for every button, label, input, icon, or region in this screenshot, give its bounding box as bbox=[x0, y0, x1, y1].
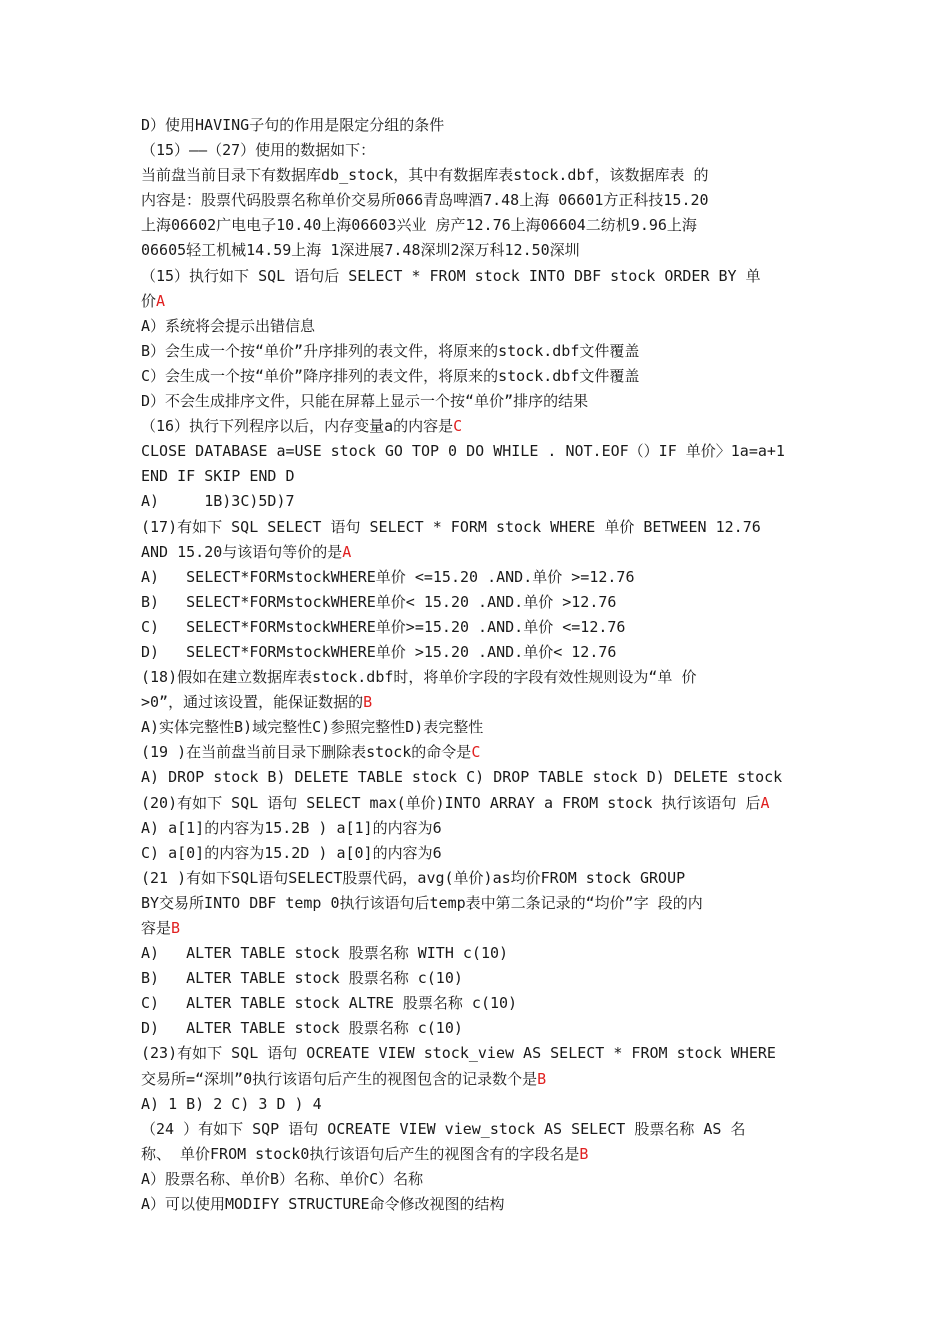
line-text: C) ALTER TABLE stock ALTRE 股票名称 c(10) bbox=[141, 994, 518, 1013]
text-line bbox=[141, 1016, 821, 1041]
text-line bbox=[141, 891, 821, 916]
text-line bbox=[141, 1092, 821, 1117]
line-text: A) 1 B) 2 C) 3 D ) 4 bbox=[141, 1094, 322, 1113]
document-body bbox=[141, 113, 821, 1217]
text-line bbox=[141, 1192, 821, 1217]
line-text: (23)有如下 SQL 语句 OCREATE VIEW stock_view AS SELECT * FROM stock WHERE bbox=[141, 1044, 776, 1063]
text-line bbox=[141, 740, 821, 765]
text-line bbox=[141, 489, 821, 514]
answer-mark: B bbox=[579, 1144, 589, 1163]
line-text: >0”，通过该设置，能保证数据的 bbox=[141, 693, 364, 712]
text-line bbox=[141, 1167, 821, 1192]
line-text: C) SELECT*FORMstockWHERE单价>=15.20 .AND.单价 <=12.76 bbox=[141, 617, 626, 636]
line-text: D）不会生成排序文件，只能在屏幕上显示一个按“单价”排序的结果 bbox=[141, 392, 589, 411]
line-text: (19 )在当前盘当前目录下删除表stock的命令是 bbox=[141, 743, 472, 762]
text-line bbox=[141, 765, 821, 790]
line-text: （15）——（27）使用的数据如下： bbox=[141, 141, 376, 160]
line-text: A）可以使用MODIFY STRUCTURE命令修改视图的结构 bbox=[141, 1195, 505, 1214]
text-line bbox=[141, 264, 821, 289]
text-line bbox=[141, 991, 821, 1016]
text-line bbox=[141, 163, 821, 188]
line-text: (18)假如在建立数据库表stock.dbf时，将单价字段的字段有效性规则设为“单 价 bbox=[141, 668, 697, 687]
text-line bbox=[141, 1041, 821, 1066]
text-line bbox=[141, 640, 821, 665]
text-line bbox=[141, 1117, 821, 1142]
text-line bbox=[141, 690, 821, 715]
line-text: 当前盘当前目录下有数据库db_stock，其中有数据库表stock.dbf，该数据库表 的 bbox=[141, 166, 709, 185]
text-line bbox=[141, 439, 821, 464]
text-line bbox=[141, 289, 821, 314]
text-line bbox=[141, 213, 821, 238]
line-text: 价 bbox=[141, 291, 157, 310]
line-text: (17)有如下 SQL SELECT 语句 SELECT * FORM stock WHERE 单价 BETWEEN 12.76 bbox=[141, 517, 761, 536]
line-text: END IF SKIP END D bbox=[141, 467, 295, 486]
answer-mark: C bbox=[453, 417, 463, 436]
text-line bbox=[141, 615, 821, 640]
text-line bbox=[141, 1142, 821, 1167]
text-line bbox=[141, 866, 821, 891]
line-text: D) ALTER TABLE stock 股票名称 c(10) bbox=[141, 1019, 463, 1038]
line-text: （16）执行下列程序以后，内存变量a的内容是 bbox=[141, 417, 454, 436]
line-text: A) ALTER TABLE stock 股票名称 WITH c(10) bbox=[141, 944, 509, 963]
line-text: C）会生成一个按“单价”降序排列的表文件，将原来的stock.dbf文件覆盖 bbox=[141, 366, 640, 385]
line-text: (21 )有如下SQL语句SELECT股票代码，avg(单价)as均价FROM stock GROUP bbox=[141, 868, 686, 887]
text-line bbox=[141, 966, 821, 991]
text-line bbox=[141, 188, 821, 213]
line-text: 容是 bbox=[141, 919, 172, 937]
line-text: B) SELECT*FORMstockWHERE单价< 15.20 .AND.单价 >12.76 bbox=[141, 592, 617, 611]
line-text: A) 1B)3C)5D)7 bbox=[141, 492, 295, 511]
answer-mark: A bbox=[156, 291, 166, 310]
answer-mark: A bbox=[342, 542, 352, 561]
line-text: A)实体完整性B)域完整性C)参照完整性D)表完整性 bbox=[141, 718, 484, 737]
text-line bbox=[141, 916, 821, 941]
line-text: A）股票名称、单价B）名称、单价C）名称 bbox=[141, 1169, 424, 1188]
line-text: 上海06602广电电子10.40上海06603兴业 房产12.76上海06604二纺机9.96上海 bbox=[141, 216, 697, 235]
line-text: 交易所=“深圳”0执行该语句后产生的视图包含的记录数个是 bbox=[141, 1069, 538, 1088]
text-line bbox=[141, 941, 821, 966]
line-text: （15）执行如下 SQL 语句后 SELECT * FROM stock INTO DBF stock ORDER BY 单 bbox=[141, 266, 761, 285]
text-line bbox=[141, 565, 821, 590]
text-line bbox=[141, 515, 821, 540]
answer-mark: C bbox=[471, 743, 481, 762]
text-line bbox=[141, 414, 821, 439]
line-text: D）使用HAVING子句的作用是限定分组的条件 bbox=[141, 116, 445, 134]
line-text: B）会生成一个按“单价”升序排列的表文件，将原来的stock.dbf文件覆盖 bbox=[141, 341, 640, 360]
line-text: A) SELECT*FORMstockWHERE单价 <=15.20 .AND.单价 >=12.76 bbox=[141, 567, 635, 586]
line-text: A）系统将会提示出错信息 bbox=[141, 316, 316, 335]
text-line bbox=[141, 715, 821, 740]
line-text: AND 15.20与该语句等价的是 bbox=[141, 542, 343, 561]
line-text: BY交易所INTO DBF temp 0执行该语句后temp表中第二条记录的“均价”字 段的内 bbox=[141, 893, 703, 912]
line-text: 06605轻工机械14.59上海 1深进展7.48深圳2深万科12.50深圳 bbox=[141, 241, 580, 260]
line-text: B) ALTER TABLE stock 股票名称 c(10) bbox=[141, 969, 463, 988]
answer-mark: B bbox=[537, 1069, 547, 1088]
line-text: 内容是：股票代码股票名称单价交易所066青岛啤酒7.48上海 06601方正科技15.20 bbox=[141, 191, 709, 210]
line-text: C) a[0]的内容为15.2D ) a[0]的内容为6 bbox=[141, 843, 442, 862]
line-text: (20)有如下 SQL 语句 SELECT max(单价)INTO ARRAY a FROM stock 执行该语句 后 bbox=[141, 793, 761, 812]
answer-mark: B bbox=[171, 919, 181, 937]
text-line bbox=[141, 389, 821, 414]
answer-mark: B bbox=[363, 693, 373, 712]
text-line bbox=[141, 841, 821, 866]
text-line bbox=[141, 464, 821, 489]
line-text: （24 ）有如下 SQP 语句 OCREATE VIEW view_stock AS SELECT 股票名称 AS 名 bbox=[141, 1119, 746, 1138]
line-text: D) SELECT*FORMstockWHERE单价 >15.20 .AND.单价< 12.76 bbox=[141, 642, 617, 661]
text-line bbox=[141, 590, 821, 615]
text-line bbox=[141, 816, 821, 841]
line-text: A) DROP stock B) DELETE TABLE stock C) DROP TABLE stock D) DELETE stock bbox=[141, 768, 783, 787]
text-line bbox=[141, 339, 821, 364]
text-line bbox=[141, 540, 821, 565]
text-line bbox=[141, 791, 821, 816]
text-line bbox=[141, 314, 821, 339]
answer-mark: A bbox=[760, 793, 770, 812]
line-text: CLOSE DATABASE a=USE stock GO TOP 0 DO WHILE . NOT.EOF（）IF 单价〉1a=a+1 bbox=[141, 442, 785, 461]
text-line bbox=[141, 1067, 821, 1092]
text-line bbox=[141, 138, 821, 163]
line-text: 称、 单价FROM stock0执行该语句后产生的视图含有的字段名是 bbox=[141, 1144, 580, 1163]
text-line bbox=[141, 238, 821, 263]
text-line bbox=[141, 364, 821, 389]
text-line bbox=[141, 665, 821, 690]
line-text: A) a[1]的内容为15.2B ) a[1]的内容为6 bbox=[141, 818, 442, 837]
text-line bbox=[141, 113, 821, 138]
